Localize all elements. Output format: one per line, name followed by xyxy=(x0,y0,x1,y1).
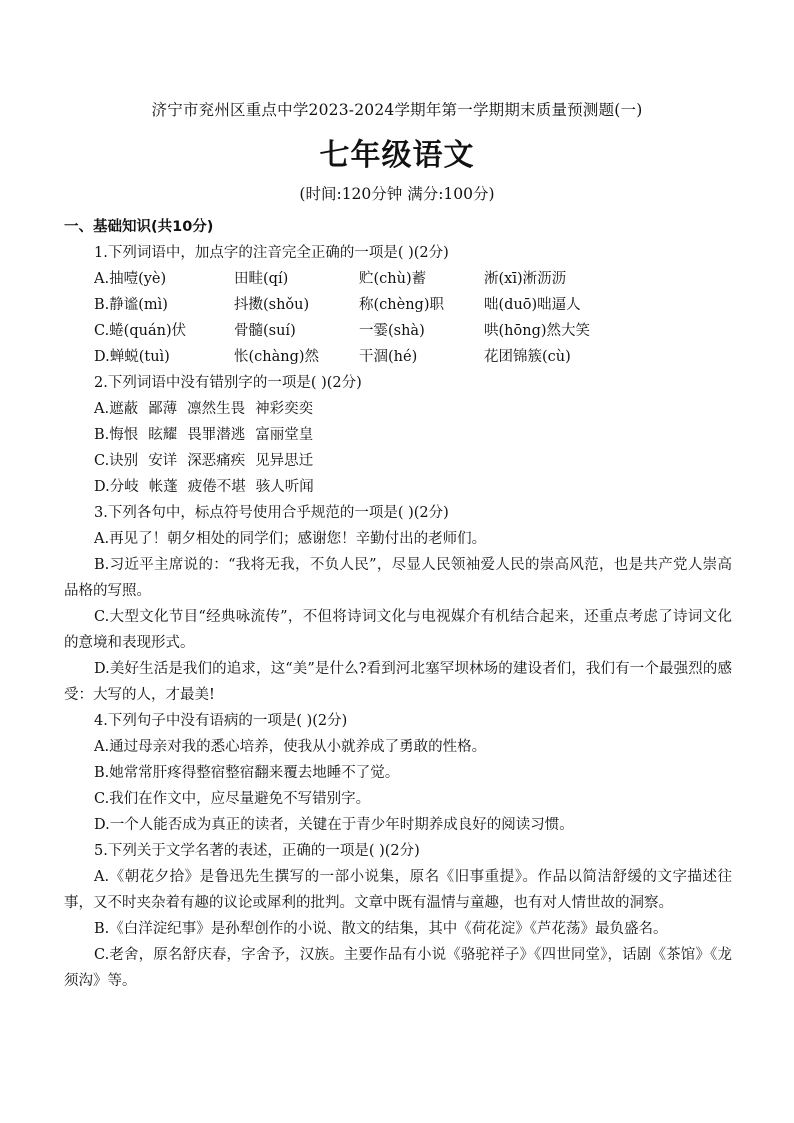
option-word: 一霎(shà) xyxy=(359,323,425,339)
question-5-option-c: C.老舍，原名舒庆春，字舍予，汉族。主要作品有小说《骆驼祥子》《四世同堂》，话剧《茶馆》《龙须沟》等。 xyxy=(64,947,732,989)
question-1-option-b xyxy=(64,292,732,318)
option-word: 贮(chù)蓄 xyxy=(359,271,427,287)
question-2-stem: 2.下列词语中没有错别字的一项是( )(2分) xyxy=(94,375,362,391)
option-word: 咄(duō)咄逼人 xyxy=(484,297,581,313)
question-3-option-a: A.再见了！朝夕相处的同学们；感谢您！辛勤付出的老师们。 xyxy=(94,531,487,547)
question-5-option-b: B.《白洋淀纪事》是孙犁创作的小说、散文的结集，其中《荷花淀》《芦花荡》最负盛名。 xyxy=(94,921,668,937)
option-word: 哄(hōng)然大笑 xyxy=(484,323,591,339)
question-4-option-b: B.她常常肝疼得整宿整宿翻来覆去地睡不了觉。 xyxy=(94,765,400,781)
option-word: 见异思迁 xyxy=(255,453,314,469)
section-heading: 一、基础知识(共10分) xyxy=(64,219,214,235)
option-word: B.静谧(mì) xyxy=(94,297,168,313)
exam-timing: (时间:120分钟 满分:100分) xyxy=(299,185,495,203)
question-4-option-d: D.一个人能否成为真正的读者，关键在于青少年时期养成良好的阅读习惯。 xyxy=(94,817,574,833)
question-3-option-c: C.大型文化节目“经典咏流传”，不但将诗词文化与电视媒介有机结合起来，还重点考虑了诗词文化的意境和表现形式。 xyxy=(64,609,732,651)
question-2-option-c xyxy=(64,448,732,474)
option-word: 抖擞(shǒu) xyxy=(234,297,310,313)
question-5-stem: 5.下列关于文学名著的表述，正确的一项是( )(2分) xyxy=(94,843,420,859)
question-3-stem: 3.下列各句中，标点符号使用合乎规范的一项是( )(2分) xyxy=(94,505,449,521)
option-word: 神彩奕奕 xyxy=(255,401,314,417)
question-3-option-b: B.习近平主席说的：“我将无我，不负人民”，尽显人民领袖爱人民的崇高风范，也是共产党人崇高品格的写照。 xyxy=(64,557,732,599)
option-word: 田畦(qí) xyxy=(234,271,289,287)
option-word: 花团锦簇(cù) xyxy=(484,349,571,365)
question-5-option-a: A.《朝花夕拾》是鲁迅先生撰写的一部小说集，原名《旧事重提》。作品以简洁舒缓的文字描述往事，又不时夹杂着有趣的议论或犀利的批判。文章中既有温情与童趣，也有对人情世故的洞察。 xyxy=(64,869,732,911)
question-3-option-d: D.美好生活是我们的追求，这“美”是什么?看到河北塞罕坝林场的建设者们，我们有一个最强烈的感受：大写的人，才最美! xyxy=(64,661,732,703)
option-word: D.分岐 xyxy=(94,479,139,495)
option-word: A.抽噎(yè) xyxy=(94,271,167,287)
question-4-stem: 4.下列句子中没有语病的一项是( )(2分) xyxy=(94,713,348,729)
option-word: 安详 xyxy=(148,453,178,469)
option-word: C.蜷(quán)伏 xyxy=(94,323,187,339)
option-word: 干涸(hé) xyxy=(359,349,418,365)
question-1-option-d xyxy=(64,344,732,370)
question-1-stem: 1.下列词语中，加点字的注音完全正确的一项是( )(2分) xyxy=(94,245,449,261)
option-word: 骨髓(suí) xyxy=(234,323,296,339)
option-word: 鄙薄 xyxy=(148,401,178,417)
option-word: 深恶痛疾 xyxy=(187,453,246,469)
option-word: A.遮蔽 xyxy=(94,401,139,417)
question-1-option-a xyxy=(64,266,732,292)
option-word: 帐蓬 xyxy=(148,479,178,495)
option-word: 疲倦不堪 xyxy=(187,479,246,495)
question-4-option-a: A.通过母亲对我的悉心培养，使我从小就养成了勇敢的性格。 xyxy=(94,739,487,755)
option-word: 眩耀 xyxy=(148,427,178,443)
option-word: 凛然生畏 xyxy=(187,401,246,417)
question-1-option-c xyxy=(64,318,732,344)
question-2-option-d xyxy=(64,474,732,500)
option-word: 怅(chàng)然 xyxy=(234,349,320,365)
option-word: 淅(xī)淅沥沥 xyxy=(484,271,567,287)
exam-title: 七年级语文 xyxy=(319,138,475,173)
option-word: B.悔恨 xyxy=(94,427,139,443)
exam-content xyxy=(64,214,732,994)
option-word: 骇人听闻 xyxy=(255,479,314,495)
option-word: 称(chèng)职 xyxy=(359,297,444,313)
option-word: 富丽堂皇 xyxy=(255,427,314,443)
option-word: 畏罪潜逃 xyxy=(187,427,246,443)
question-4-option-c: C.我们在作文中，应尽量避免不写错别字。 xyxy=(94,791,371,807)
option-word: D.蝉蜕(tuì) xyxy=(94,349,170,365)
option-word: C.诀别 xyxy=(94,453,139,469)
question-2-option-a xyxy=(64,396,732,422)
exam-subtitle: 济宁市兖州区重点中学2023-2024学期年第一学期期末质量预测题(一) xyxy=(151,101,643,119)
question-2-option-b xyxy=(64,422,732,448)
